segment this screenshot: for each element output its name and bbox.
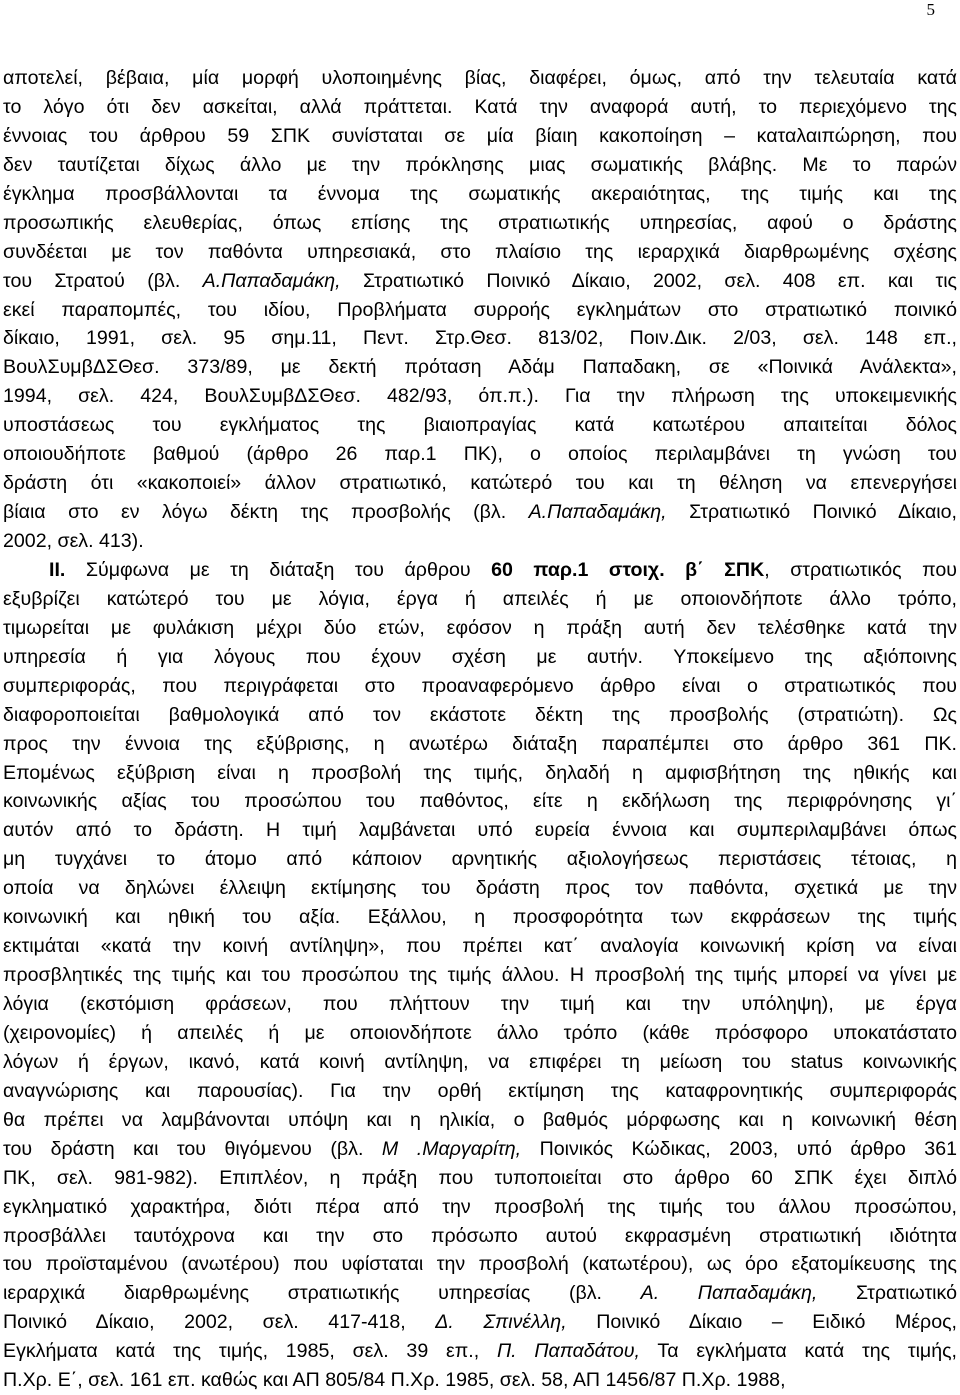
text-line bbox=[3, 1337, 957, 1366]
text-line bbox=[3, 556, 957, 585]
text-line bbox=[3, 93, 957, 122]
text-line bbox=[3, 816, 957, 845]
text-line bbox=[3, 122, 957, 151]
text-segment: οποιουδήποτε βαθμού (άρθρο 26 παρ.1 ΠΚ), ο οποίος περιλαμβάνει τη γνώση του bbox=[3, 443, 957, 466]
text-segment: δεν ταυτίζεται δίχως άλλο με την πρόκλησης μιας σωματικής βλάβης. Με το παρών bbox=[3, 153, 957, 176]
text-line bbox=[3, 787, 957, 816]
text-segment: Στρατιωτικό Ποινικό Δίκαιο, bbox=[666, 501, 957, 524]
text-segment: υπηρεσία ή για λόγους που έχουν σχέση με αυτήν. Υποκείμενο της αξιόποινης bbox=[3, 645, 957, 668]
text-line bbox=[3, 932, 957, 961]
body-text bbox=[3, 64, 957, 1395]
text-segment: διαφοροποιείται βαθμολογικά από τον εκάστοτε δέκτη της προσβολής (στρατιώτη). Ως bbox=[3, 703, 957, 726]
text-line bbox=[3, 1077, 957, 1106]
text-line bbox=[3, 180, 957, 209]
text-segment: δράστη ότι «κακοποιεί» άλλον στρατιωτικό, κατώτερό του και τη θέληση να επενεργήσει bbox=[3, 472, 957, 495]
text-line bbox=[3, 903, 957, 932]
text-line bbox=[3, 672, 957, 701]
text-line bbox=[3, 1135, 957, 1164]
text-line bbox=[3, 209, 957, 238]
text-segment: Τα εγκλήματα κατά της τιμής, bbox=[639, 1340, 958, 1363]
citation-author: Δ. Σπινέλλη, bbox=[435, 1311, 567, 1334]
text-line bbox=[3, 353, 957, 382]
page-number: 5 bbox=[926, 0, 935, 19]
text-segment: Επομένως εξύβριση είναι η προσβολή της τιμής, δηλαδή η αμφισβήτηση της ηθικής και bbox=[3, 761, 957, 784]
text-line bbox=[3, 990, 957, 1019]
text-line bbox=[3, 759, 957, 788]
text-line bbox=[3, 469, 957, 498]
text-line bbox=[3, 1222, 957, 1251]
text-line bbox=[3, 845, 957, 874]
text-segment: συνδέεται με τον παθόντα υπηρεσιακά, στο πλαίσιο της ιεραρχικά διαρθρωμένης σχέσης bbox=[3, 240, 957, 263]
text-segment: Στρατιωτικό bbox=[817, 1282, 957, 1305]
text-line bbox=[3, 1193, 957, 1222]
text-segment: προσβλητικές της τιμής και του προσώπου της τιμής άλλου. Η προσβολή της τιμής μπορεί να γίνει με bbox=[3, 964, 957, 987]
text-segment: ΒουλΣυμβΔΣΘεσ. 373/89, με δεκτή πρόταση Αδάμ Παπαδακη, σε «Ποινικά Ανάλεκτα», bbox=[3, 356, 957, 379]
text-segment: Σύμφωνα με τη διάταξη του άρθρου bbox=[65, 558, 492, 581]
text-line bbox=[3, 1366, 957, 1395]
text-segment: συμπεριφοράς, που περιγράφεται στο προαναφερόμενο άρθρο είναι ο στρατιωτικός που bbox=[3, 674, 957, 697]
text-segment: βίαια στο εν λόγω δέκτη της προσβολής (βλ. bbox=[3, 501, 529, 524]
text-line bbox=[3, 874, 957, 903]
text-line bbox=[3, 64, 957, 93]
text-segment: 2002, σελ. 413). bbox=[3, 530, 144, 552]
text-segment: του Στρατού (βλ. bbox=[3, 269, 203, 292]
text-segment: λόγια (εκστόμιση φράσεων, που πλήττουν την τιμή και την υπόληψη), με έργα bbox=[3, 993, 957, 1015]
text-segment: κοινωνικής αξίας του προσώπου του παθόντος, είτε η εκδήλωση της περιφρόνησης γι΄ bbox=[3, 790, 957, 813]
text-segment: αποτελεί, βέβαια, μία μορφή υλοποιημένης βίας, διαφέρει, όμως, από την τελευταία κατά bbox=[3, 67, 957, 89]
text-segment: Ποινικός Κώδικας, 2003, υπό άρθρο 361 bbox=[521, 1137, 957, 1160]
text-line bbox=[3, 585, 957, 614]
text-segment: τιμωρείται με φυλάκιση μέχρι δύο ετών, εφόσον η πράξη αυτή δεν τελέσθηκε κατά την bbox=[3, 616, 957, 639]
text-line bbox=[3, 151, 957, 180]
text-segment: λόγων ή έργων, ικανό, κατά κοινή αντίληψη, να επιφέρει τη μείωση του status κοινωνικής bbox=[3, 1050, 957, 1073]
text-segment: μη τυγχάνει το άτομο από κάποιον αρνητικής αξιολογήσεως περιστάσεις τέτοιας, η bbox=[3, 848, 957, 871]
text-segment: Ποινικό Δίκαιο – Ειδικό Μέρος, bbox=[566, 1311, 957, 1334]
text-line bbox=[3, 324, 957, 353]
text-segment: αυτόν από το δράστη. Η τιμή λαμβάνεται υπό ευρεία έννοια και συμπεριλαμβάνει όπως bbox=[3, 819, 957, 842]
text-segment: οποία να δηλώνει έλλειψη εκτίμησης του δράστη προς τον παθόντα, σχετικά με την bbox=[3, 877, 957, 900]
text-line bbox=[3, 267, 957, 296]
text-segment: προσβάλλει ταυτόχρονα και την στο πρόσωπο αυτού εκφρασμένη στρατιωτική ιδιότητα bbox=[3, 1224, 957, 1247]
text-segment: αναγνώρισης και παρουσίας). Για την ορθή εκτίμηση της καταφρονητικής συμπεριφοράς bbox=[3, 1079, 957, 1102]
text-line bbox=[3, 1106, 957, 1135]
text-line bbox=[3, 1164, 957, 1193]
text-segment: υποστάσεως του εγκλήματος της βιαιοπραγίας κατά κατωτέρου απαιτείται δόλος bbox=[3, 414, 957, 437]
citation-author: Μ .Μαργαρίτη, bbox=[381, 1137, 522, 1160]
citation-author: Π. Παπαδάτου, bbox=[496, 1340, 640, 1363]
text-segment: εξυβρίζει κατώτερό του με λόγια, έργα ή απειλές ή με οποιονδήποτε άλλο τρόπο, bbox=[3, 587, 957, 610]
emphasis-text: ΙΙ. bbox=[49, 558, 66, 581]
text-line bbox=[3, 1279, 957, 1308]
text-segment: του προϊσταμένου (ανωτέρου) που υφίσταται την προσβολή (κατωτέρου), ως όρο εξατομίκευσης της bbox=[3, 1253, 957, 1276]
text-segment: 1994, σελ. 424, ΒουλΣυμβΔΣΘεσ. 482/93, όπ.π.). Για την πλήρωση της υποκειμενικής bbox=[3, 385, 957, 408]
text-segment: ΠΚ, σελ. 981-982). Επιπλέον, η πράξη που τυποποιείται στο άρθρο 60 ΣΠΚ έχει διπλό bbox=[3, 1166, 957, 1189]
text-line bbox=[3, 1308, 957, 1337]
text-line bbox=[3, 614, 957, 643]
text-line bbox=[3, 527, 957, 556]
text-segment: του δράστη και του θιγόμενου (βλ. bbox=[3, 1137, 382, 1160]
text-segment: (χειρονομίες) ή απειλές ή με οποιονδήποτε άλλο τρόπο (κάθε πρόσφορο υποκατάστατο bbox=[3, 1021, 957, 1044]
text-line bbox=[3, 1019, 957, 1048]
text-line bbox=[3, 730, 957, 759]
text-segment: ιεραρχικά διαρθρωμένης στρατιωτικής υπηρεσίας (βλ. bbox=[3, 1282, 641, 1305]
text-line bbox=[3, 498, 957, 527]
text-segment: Εγκλήματα κατά της τιμής, 1985, σελ. 39 επ., bbox=[3, 1340, 497, 1363]
text-line bbox=[3, 643, 957, 672]
text-segment: εγκληματικό χαρακτήρα, διότι πέρα από την προσβολή της τιμής του άλλου προσώπου, bbox=[3, 1195, 957, 1218]
text-segment: , στρατιωτικός που bbox=[764, 558, 957, 581]
citation-author: Α.Παπαδαμάκη, bbox=[528, 501, 667, 524]
citation-author: Α.Παπαδαμάκη, bbox=[202, 269, 341, 292]
text-line bbox=[3, 1250, 957, 1279]
text-segment: Π.Χρ. Ε΄, σελ. 161 επ. καθώς και ΑΠ 805/84 Π.Χρ. 1985, σελ. 58, ΑΠ 1456/87 Π.Χρ. 1988, bbox=[3, 1369, 786, 1392]
text-segment: έννοιας του άρθρου 59 ΣΠΚ συνίσταται σε μία βίαιη κακοποίηση – καταλαιπώρηση, που bbox=[3, 124, 957, 147]
text-segment: προσωπικής ελευθερίας, όπως επίσης της στρατιωτικής υπηρεσίας, αφού ο δράστης bbox=[3, 211, 957, 234]
text-segment: θα πρέπει να λαμβάνονται υπόψη και η ηλικία, ο βαθμός μόρφωσης και η κοινωνική θέση bbox=[3, 1108, 957, 1131]
text-line bbox=[3, 411, 957, 440]
text-segment: προς την έννοια της εξύβρισης, η ανωτέρω διάταξη παραπέμπει στο άρθρο 361 ΠΚ. bbox=[3, 732, 957, 755]
text-segment: δίκαιο, 1991, σελ. 95 σημ.11, Πεντ. Στρ.Θεσ. 813/02, Ποιν.Δικ. 2/03, σελ. 148 επ., bbox=[3, 327, 957, 350]
text-segment: κοινωνική και ηθική του αξία. Εξάλλου, η προσφορότητα των εκφράσεων της τιμής bbox=[3, 906, 957, 929]
text-segment: εκεί παραπομπές, του ιδίου, Προβλήματα συρροής εγκλημάτων στο στρατιωτικό ποινικό bbox=[3, 298, 957, 321]
citation-author: Α. Παπαδαμάκη, bbox=[640, 1282, 818, 1305]
text-line bbox=[3, 961, 957, 990]
text-segment: Στρατιωτικό Ποινικό Δίκαιο, 2002, σελ. 408 επ. και τις bbox=[340, 269, 957, 292]
text-line bbox=[3, 296, 957, 325]
text-line bbox=[3, 701, 957, 730]
text-line bbox=[3, 238, 957, 267]
text-segment: Ποινικό Δίκαιο, 2002, σελ. 417-418, bbox=[3, 1311, 436, 1334]
text-segment: εκτιμάται «κατά την κοινή αντίληψη», που πρέπει κατ΄ αναλογία κοινωνική κρίση να είναι bbox=[3, 935, 957, 958]
text-line bbox=[3, 440, 957, 469]
text-line bbox=[3, 382, 957, 411]
text-segment: έγκλημα προσβάλλονται τα έννομα της σωματικής ακεραιότητας, της τιμής και της bbox=[3, 182, 957, 205]
text-line bbox=[3, 1048, 957, 1077]
text-segment: το λόγο ότι δεν ασκείται, αλλά πράττεται. Κατά την αναφορά αυτή, το περιεχόμενο της bbox=[3, 95, 957, 118]
emphasis-text: 60 παρ.1 στοιχ. β΄ ΣΠΚ bbox=[491, 558, 765, 581]
